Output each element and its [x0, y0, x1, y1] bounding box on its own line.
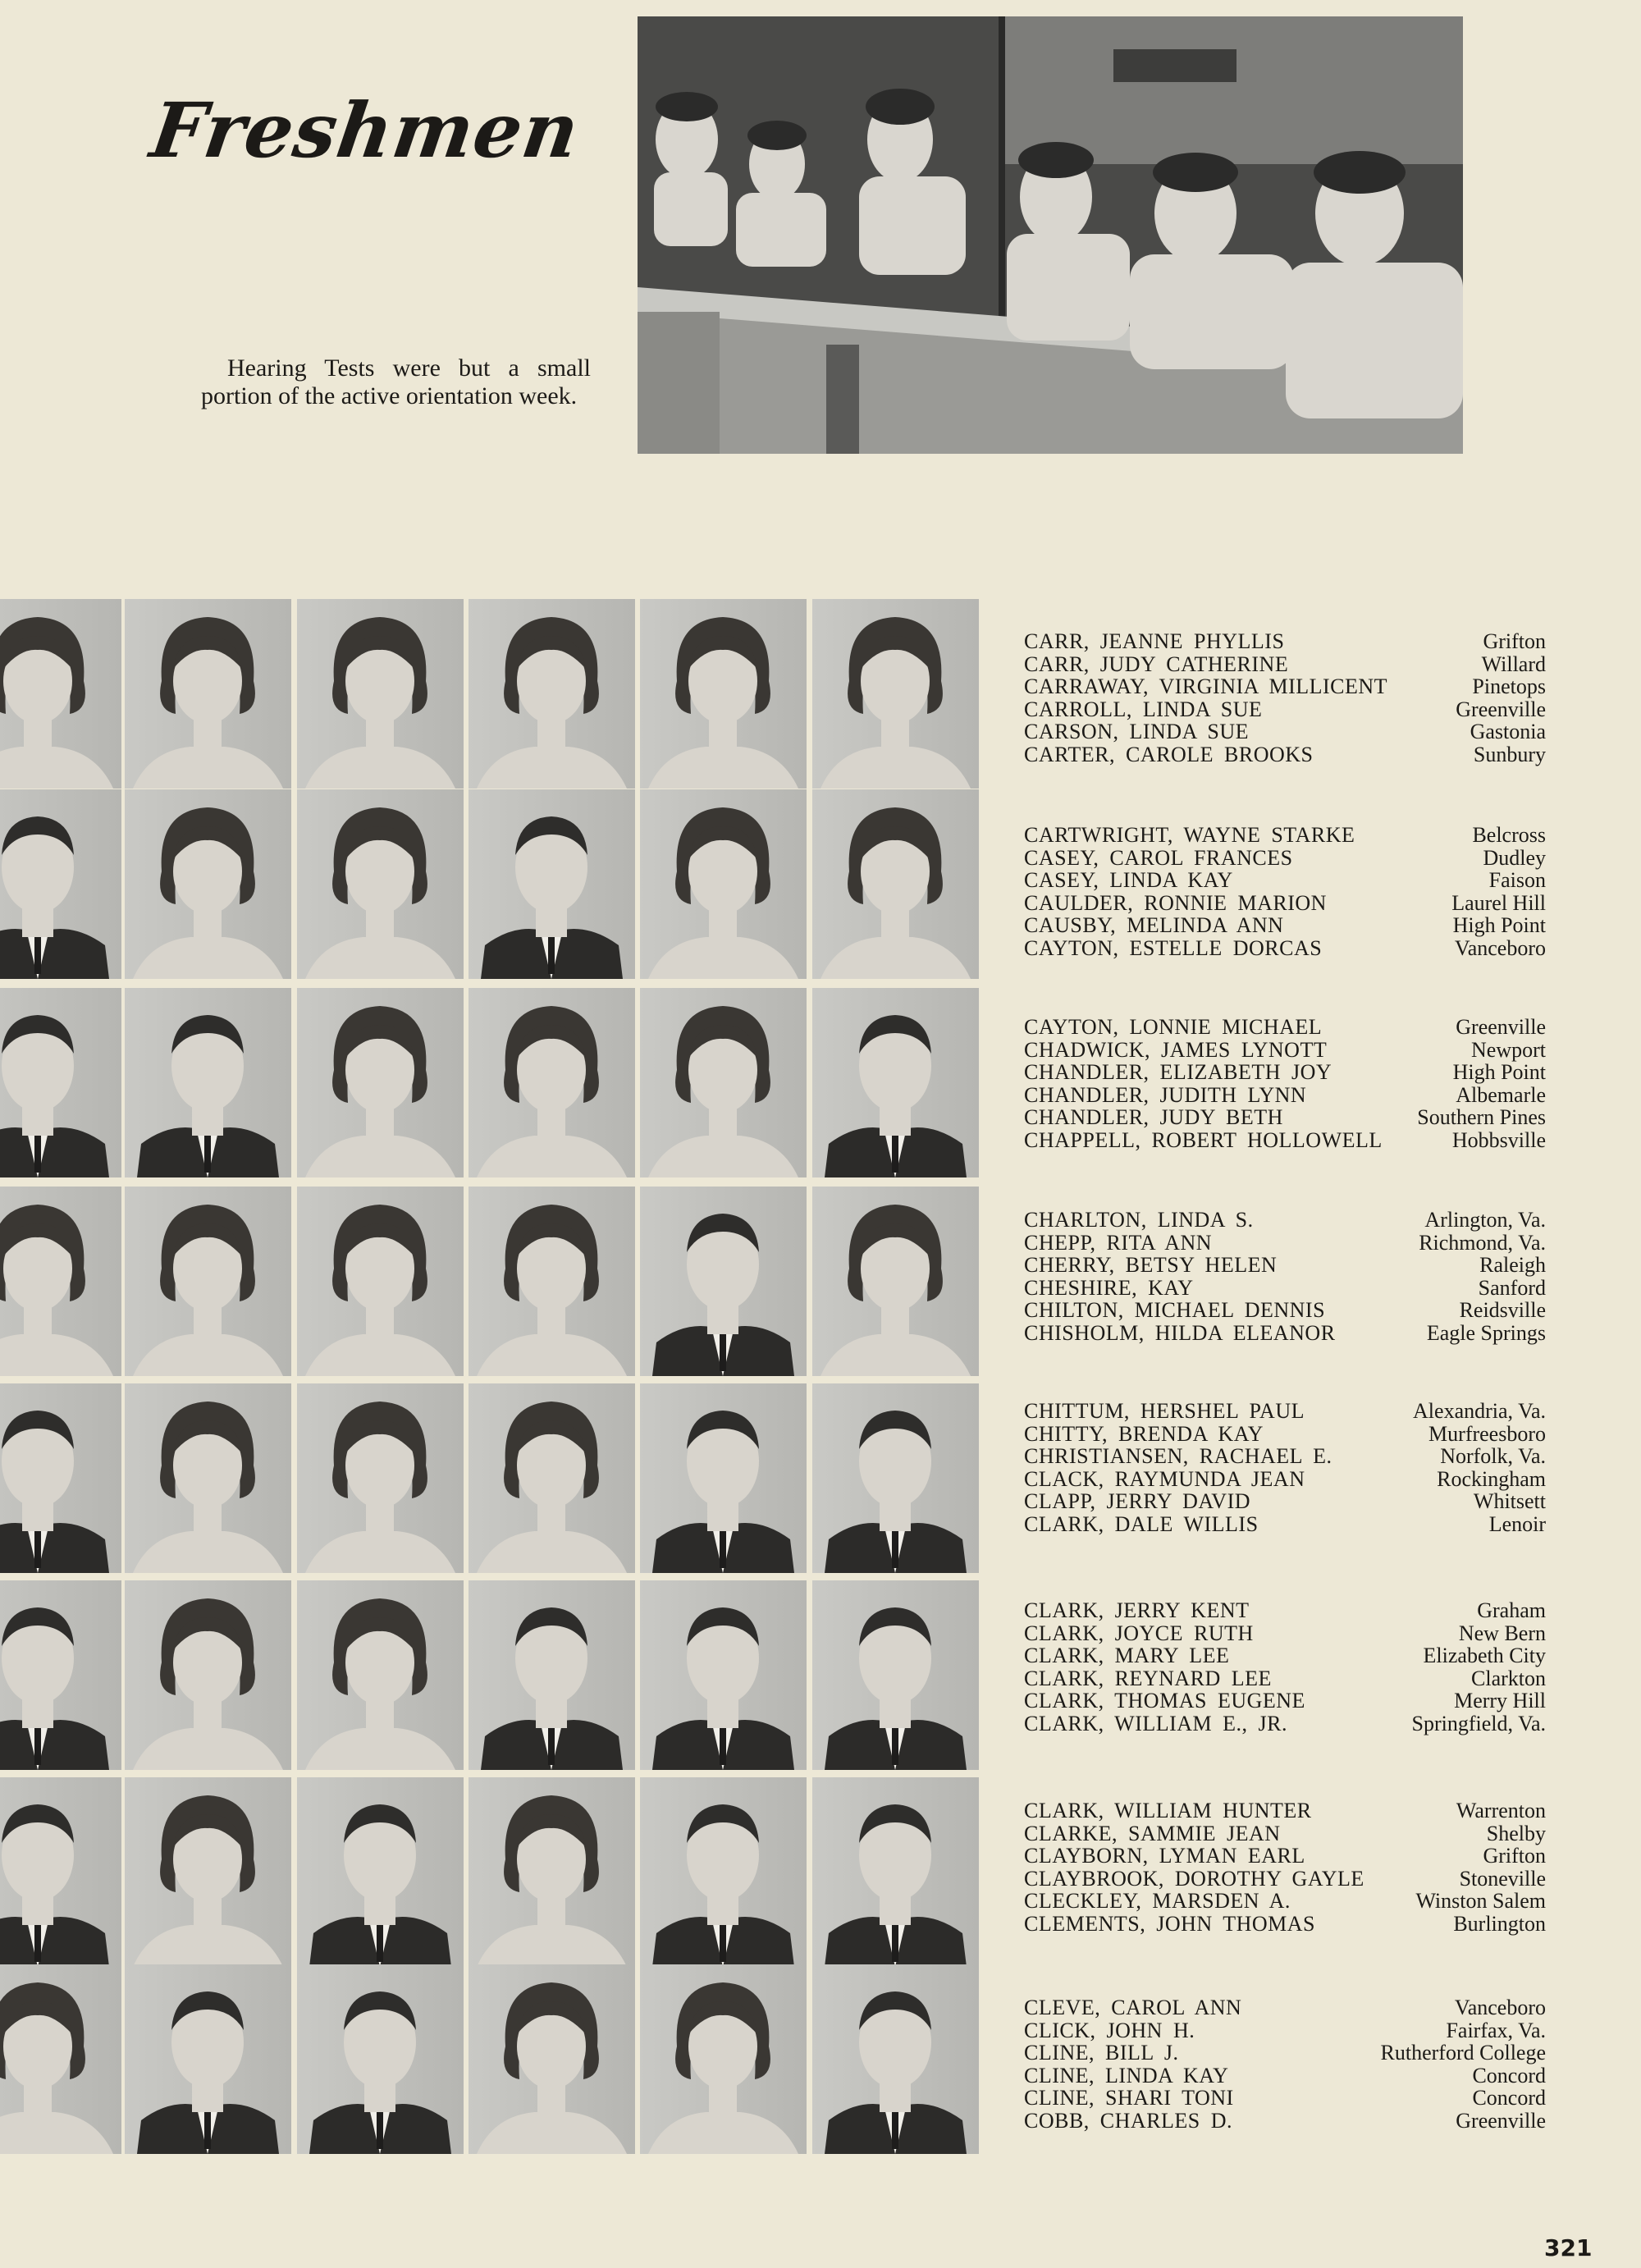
- student-hometown: Whitsett: [1473, 1489, 1546, 1514]
- student-hometown: Greenville: [1456, 2108, 1546, 2133]
- student-entry: [1024, 1423, 1546, 1446]
- student-hometown: Arlington, Va.: [1424, 1208, 1546, 1232]
- student-portrait: [125, 789, 291, 979]
- student-portrait: [0, 1580, 121, 1770]
- student-name: CHRISTIANSEN, RACHAEL E.: [1024, 1444, 1332, 1469]
- student-hometown: Springfield, Va.: [1411, 1711, 1546, 1735]
- student-name: CLARK, THOMAS EUGENE: [1024, 1689, 1305, 1713]
- student-name: CLINE, BILL J.: [1024, 2041, 1179, 2065]
- student-hometown: Burlington: [1453, 1911, 1546, 1936]
- student-portrait: [469, 1777, 635, 1967]
- student-name: CLARK, REYNARD LEE: [1024, 1666, 1272, 1690]
- student-hometown: Raleigh: [1479, 1253, 1546, 1278]
- student-name: CLARK, DALE WILLIS: [1024, 1511, 1259, 1536]
- student-portrait: [640, 1187, 807, 1376]
- student-entry: [1024, 1890, 1546, 1913]
- student-entry: [1024, 1513, 1546, 1536]
- student-hometown: Hobbsville: [1451, 1127, 1546, 1152]
- student-hometown: Winston Salem: [1415, 1889, 1546, 1914]
- student-name: CHITTUM, HERSHEL PAUL: [1024, 1399, 1305, 1423]
- student-name: CHANDLER, JUDITH LYNN: [1024, 1082, 1307, 1107]
- student-entry: [1024, 1129, 1546, 1152]
- student-entry: [1024, 1254, 1546, 1277]
- student-hometown: Laurel Hill: [1451, 890, 1546, 915]
- student-name: CLINE, SHARI TONI: [1024, 2086, 1234, 2110]
- student-name: CHEPP, RITA ANN: [1024, 1230, 1213, 1255]
- student-name: CLEVE, CAROL ANN: [1024, 1996, 1242, 2019]
- student-portrait: [812, 789, 979, 979]
- student-entry: [1024, 653, 1546, 676]
- student-entry: [1024, 1644, 1546, 1667]
- student-entry: [1024, 1712, 1546, 1735]
- student-hometown: Reidsville: [1459, 1298, 1546, 1323]
- student-portrait: [640, 1777, 807, 1967]
- student-name: CAUSBY, MELINDA ANN: [1024, 913, 1284, 938]
- student-list-block: [1024, 1799, 1546, 1936]
- student-entry: [1024, 1468, 1546, 1491]
- student-portrait: [125, 1777, 291, 1967]
- student-name: CARRAWAY, VIRGINIA MILLICENT: [1024, 674, 1388, 699]
- student-hometown: Murfreesboro: [1428, 1421, 1546, 1446]
- student-hometown: Vanceboro: [1454, 1996, 1546, 2019]
- student-entry: [1024, 1232, 1546, 1255]
- student-portrait: [125, 1964, 291, 2154]
- student-entry: [1024, 2065, 1546, 2087]
- student-entry: [1024, 2087, 1546, 2110]
- student-entry: [1024, 743, 1546, 766]
- student-hometown: Alexandria, Va.: [1413, 1399, 1546, 1423]
- student-entry: [1024, 1996, 1546, 2019]
- student-entry: [1024, 2019, 1546, 2042]
- student-portrait: [812, 1383, 979, 1573]
- student-entry: [1024, 698, 1546, 721]
- student-hometown: Concord: [1472, 2086, 1546, 2110]
- student-hometown: Rutherford College: [1380, 2041, 1546, 2065]
- student-entry: [1024, 869, 1546, 892]
- student-hometown: Dudley: [1483, 845, 1546, 870]
- student-list-block: [1024, 1599, 1546, 1735]
- student-hometown: Shelby: [1486, 1821, 1546, 1845]
- student-portrait: [812, 1580, 979, 1770]
- student-name: CAULDER, RONNIE MARION: [1024, 890, 1327, 915]
- student-portrait: [469, 988, 635, 1177]
- student-name: CLINE, LINDA KAY: [1024, 2063, 1229, 2087]
- student-portrait: [125, 1383, 291, 1573]
- student-entry: [1024, 1084, 1546, 1107]
- student-hometown: Gastonia: [1470, 720, 1546, 744]
- student-portrait: [640, 599, 807, 789]
- student-portrait: [297, 789, 464, 979]
- student-portrait: [125, 1187, 291, 1376]
- student-list-block: [1024, 1016, 1546, 1152]
- student-hometown: Grifton: [1483, 629, 1546, 653]
- student-entry: [1024, 1106, 1546, 1129]
- student-entry: [1024, 1913, 1546, 1936]
- student-portrait: [812, 1777, 979, 1967]
- student-portrait: [640, 988, 807, 1177]
- student-hometown: Pinetops: [1472, 674, 1546, 699]
- student-hometown: Lenoir: [1488, 1511, 1546, 1536]
- student-name: CLARK, MARY LEE: [1024, 1644, 1230, 1668]
- student-name: COBB, CHARLES D.: [1024, 2108, 1233, 2133]
- student-hometown: Norfolk, Va.: [1440, 1444, 1546, 1469]
- student-portrait: [469, 1580, 635, 1770]
- student-entry: [1024, 1277, 1546, 1300]
- student-name: CASEY, CAROL FRANCES: [1024, 845, 1293, 870]
- student-entry: [1024, 1599, 1546, 1622]
- student-portrait: [640, 1580, 807, 1770]
- student-hometown: Stoneville: [1459, 1866, 1546, 1891]
- student-hometown: Southern Pines: [1417, 1105, 1546, 1130]
- student-name: CLARKE, SAMMIE JEAN: [1024, 1821, 1281, 1845]
- student-list-block: [1024, 630, 1546, 766]
- student-name: CHISHOLM, HILDA ELEANOR: [1024, 1320, 1336, 1345]
- student-portrait: [297, 1777, 464, 1967]
- student-name: CLARK, JERRY KENT: [1024, 1598, 1250, 1622]
- student-entry: [1024, 1445, 1546, 1468]
- page-number: 321: [1544, 2234, 1593, 2261]
- student-name: CLARK, JOYCE RUTH: [1024, 1621, 1254, 1645]
- student-entry: [1024, 937, 1546, 960]
- student-hometown: Concord: [1472, 2063, 1546, 2087]
- student-name: CLAYBORN, LYMAN EARL: [1024, 1844, 1305, 1868]
- student-hometown: Vanceboro: [1454, 935, 1546, 960]
- student-entry: [1024, 1016, 1546, 1039]
- student-name: CAYTON, ESTELLE DORCAS: [1024, 935, 1323, 960]
- student-entry: [1024, 824, 1546, 847]
- student-hometown: Merry Hill: [1454, 1689, 1546, 1713]
- student-hometown: Warrenton: [1456, 1799, 1546, 1822]
- photo-caption: Hearing Tests were but a small portion of the active orientation week.: [201, 354, 591, 409]
- student-portrait: [812, 1964, 979, 2154]
- student-portrait: [640, 1964, 807, 2154]
- student-hometown: Elizabeth City: [1423, 1644, 1546, 1668]
- student-name: CHADWICK, JAMES LYNOTT: [1024, 1037, 1328, 1062]
- student-entry: [1024, 1667, 1546, 1690]
- student-portrait: [297, 988, 464, 1177]
- student-name: CHANDLER, JUDY BETH: [1024, 1105, 1283, 1130]
- student-name: CLAPP, JERRY DAVID: [1024, 1489, 1251, 1514]
- student-entry: [1024, 2042, 1546, 2065]
- student-entry: [1024, 1299, 1546, 1322]
- student-name: CARR, JEANNE PHYLLIS: [1024, 629, 1285, 653]
- student-entry: [1024, 1322, 1546, 1345]
- student-portrait: [125, 1580, 291, 1770]
- student-name: CARTER, CAROLE BROOKS: [1024, 742, 1314, 766]
- student-portrait: [469, 1964, 635, 2154]
- student-entry: [1024, 1690, 1546, 1712]
- page-title: Freshmen: [145, 86, 585, 175]
- student-portrait: [297, 1580, 464, 1770]
- student-list-block: [1024, 824, 1546, 960]
- student-entry: [1024, 1868, 1546, 1891]
- student-entry: [1024, 2110, 1546, 2133]
- student-name: CLECKLEY, MARSDEN A.: [1024, 1889, 1291, 1914]
- student-entry: [1024, 1061, 1546, 1084]
- student-portrait: [812, 1187, 979, 1376]
- student-portrait: [640, 789, 807, 979]
- student-list-block: [1024, 1996, 1546, 2133]
- student-entry: [1024, 675, 1546, 698]
- student-name: CARROLL, LINDA SUE: [1024, 697, 1263, 721]
- student-entry: [1024, 1799, 1546, 1822]
- student-hometown: Belcross: [1472, 823, 1546, 847]
- student-entry: [1024, 1822, 1546, 1845]
- student-name: CHILTON, MICHAEL DENNIS: [1024, 1298, 1326, 1323]
- student-name: CLARK, WILLIAM E., JR.: [1024, 1711, 1288, 1735]
- student-entry: [1024, 1845, 1546, 1868]
- student-hometown: Eagle Springs: [1426, 1320, 1546, 1345]
- student-name: CLARK, WILLIAM HUNTER: [1024, 1799, 1312, 1822]
- student-hometown: Fairfax, Va.: [1446, 2018, 1546, 2042]
- student-entry: [1024, 1490, 1546, 1513]
- student-portrait: [812, 599, 979, 789]
- student-name: CLEMENTS, JOHN THOMAS: [1024, 1911, 1315, 1936]
- student-name: CHAPPELL, ROBERT HOLLOWELL: [1024, 1127, 1383, 1152]
- student-entry: [1024, 1209, 1546, 1232]
- student-portrait: [297, 599, 464, 789]
- student-entry: [1024, 630, 1546, 653]
- student-hometown: Albemarle: [1456, 1082, 1546, 1107]
- student-name: CAYTON, LONNIE MICHAEL: [1024, 1015, 1323, 1039]
- student-name: CASEY, LINDA KAY: [1024, 868, 1233, 893]
- student-portrait: [469, 1383, 635, 1573]
- student-entry: [1024, 914, 1546, 937]
- student-name: CHESHIRE, KAY: [1024, 1275, 1194, 1300]
- student-name: CHERRY, BETSY HELEN: [1024, 1253, 1278, 1278]
- student-name: CHARLTON, LINDA S.: [1024, 1208, 1254, 1232]
- student-name: CLAYBROOK, DOROTHY GAYLE: [1024, 1866, 1364, 1891]
- student-hometown: New Bern: [1458, 1621, 1546, 1645]
- student-entry: [1024, 1622, 1546, 1645]
- student-portrait: [0, 599, 121, 789]
- student-portrait: [469, 599, 635, 789]
- student-name: CARR, JUDY CATHERINE: [1024, 652, 1289, 676]
- student-portrait: [0, 1187, 121, 1376]
- student-portrait: [812, 988, 979, 1177]
- student-hometown: Greenville: [1456, 697, 1546, 721]
- student-name: CARTWRIGHT, WAYNE STARKE: [1024, 823, 1355, 847]
- student-entry: [1024, 847, 1546, 870]
- student-portrait: [297, 1383, 464, 1573]
- student-name: CHITTY, BRENDA KAY: [1024, 1421, 1264, 1446]
- student-hometown: Newport: [1471, 1037, 1546, 1062]
- student-entry: [1024, 1039, 1546, 1062]
- student-hometown: Sunbury: [1473, 742, 1546, 766]
- hearing-test-photo: [638, 16, 1463, 454]
- student-hometown: Willard: [1481, 652, 1546, 676]
- student-entry: [1024, 720, 1546, 743]
- student-list-block: [1024, 1209, 1546, 1345]
- student-portrait: [0, 789, 121, 979]
- student-portrait: [125, 988, 291, 1177]
- student-name: CLICK, JOHN H.: [1024, 2018, 1195, 2042]
- student-hometown: Faison: [1488, 868, 1546, 893]
- student-portrait: [469, 789, 635, 979]
- student-hometown: High Point: [1452, 913, 1546, 938]
- student-name: CHANDLER, ELIZABETH JOY: [1024, 1060, 1332, 1085]
- student-portrait: [640, 1383, 807, 1573]
- student-hometown: Graham: [1477, 1598, 1546, 1622]
- student-entry: [1024, 892, 1546, 915]
- student-hometown: Richmond, Va.: [1419, 1230, 1546, 1255]
- student-hometown: Clarkton: [1471, 1666, 1546, 1690]
- student-hometown: Grifton: [1483, 1844, 1546, 1868]
- portrait-grid: [0, 599, 981, 2155]
- student-hometown: Greenville: [1456, 1015, 1546, 1039]
- student-name: CLACK, RAYMUNDA JEAN: [1024, 1466, 1305, 1491]
- student-portrait: [297, 1187, 464, 1376]
- student-portrait: [0, 1777, 121, 1967]
- student-portrait: [125, 599, 291, 789]
- student-portrait: [0, 1383, 121, 1573]
- student-portrait: [0, 1964, 121, 2154]
- student-hometown: High Point: [1452, 1060, 1546, 1085]
- student-portrait: [297, 1964, 464, 2154]
- student-portrait: [469, 1187, 635, 1376]
- student-portrait: [0, 988, 121, 1177]
- student-name: CARSON, LINDA SUE: [1024, 720, 1250, 744]
- student-entry: [1024, 1400, 1546, 1423]
- student-list-block: [1024, 1400, 1546, 1536]
- student-hometown: Sanford: [1478, 1275, 1546, 1300]
- student-hometown: Rockingham: [1437, 1466, 1546, 1491]
